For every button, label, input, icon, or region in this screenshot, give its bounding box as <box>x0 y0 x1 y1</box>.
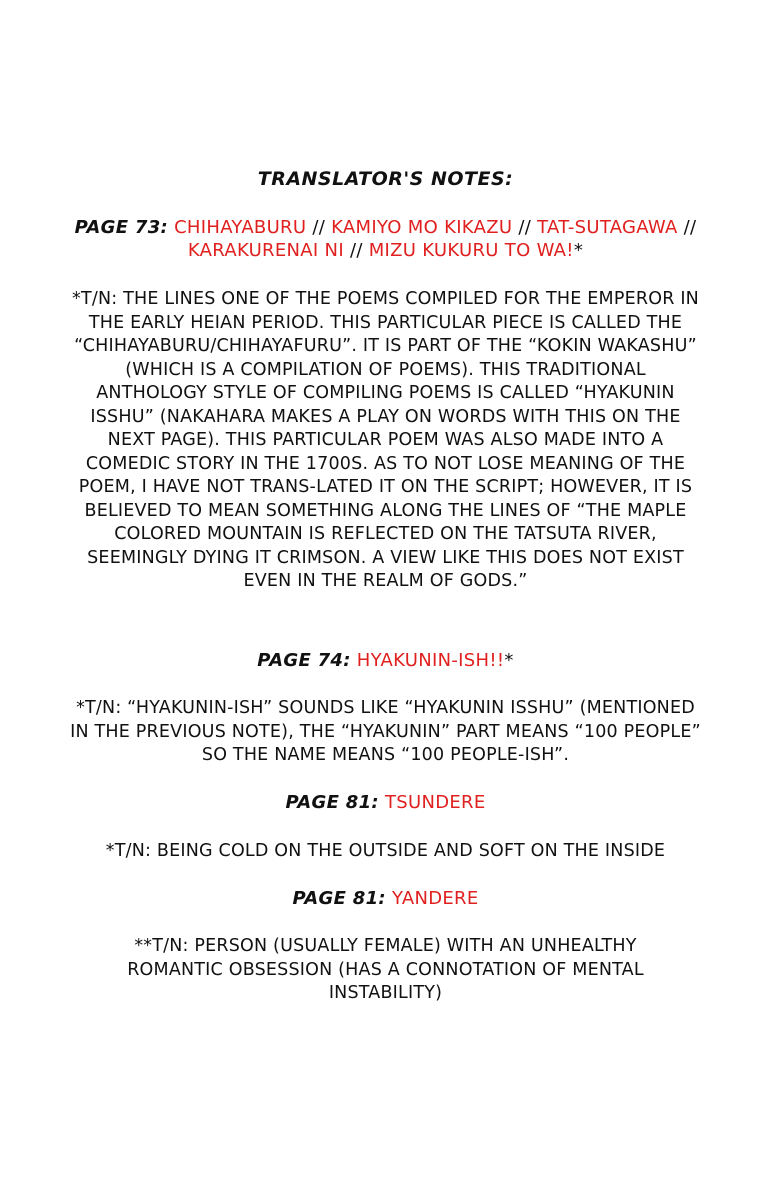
poem-term: KAMIYO MO KIKAZU <box>331 217 513 238</box>
page-label: PAGE 81: <box>292 888 386 909</box>
footnote-marker: * <box>573 240 584 261</box>
page-label: PAGE 74: <box>257 650 351 671</box>
poem-term: TAT-SUTAGAWA <box>537 217 678 238</box>
notes-title: TRANSLATOR'S NOTES: <box>257 168 514 190</box>
page-label: PAGE 73: <box>74 217 169 238</box>
term: TSUNDERE <box>384 792 486 813</box>
page-label: PAGE 81: <box>285 792 379 813</box>
separator: // <box>343 240 369 261</box>
separator: // <box>512 217 538 238</box>
poem-term: KARAKURENAI NI <box>187 240 344 261</box>
separator: // <box>677 217 697 238</box>
poem-term: CHIHAYABURU <box>174 217 307 238</box>
note-heading-page-74 <box>60 649 711 672</box>
note-heading-page-73 <box>60 216 711 262</box>
term: YANDERE <box>391 888 479 909</box>
note-text-page-73: *T/N: THE LINES ONE OF THE POEMS COMPILED FOR THE EMPEROR IN THE EARLY HEIAN PERIOD. THIS PARTICULAR PIECE IS CALLED THE “CHIHAYABURU/CHIHAYAFURU”. IT IS PART OF THE “KOKIN WAKASHU” (WHICH IS A COMPILATION OF POEMS). THIS TRADITIONAL ANTHOLOGY STYLE OF COMPILING POEMS IS CALLED “HYAKUNIN ISSHU” (NAKAHARA MAKES A PLAY ON WORDS WITH THIS ON THE NEXT PAGE). THIS PARTICULAR POEM WAS ALSO MADE INTO A COMEDIC STORY IN THE 1700S. AS TO NOT LOSE MEANING OF THE POEM, I HAVE NOT TRANS-LATED IT ON THE SCRIPT; HOWEVER, IT IS BELIEVED TO MEAN SOMETHING ALONG THE LINES OF “THE MAPLE COLORED MOUNTAIN IS REFLECTED ON THE TATSUTA RIVER, SEEMINGLY DYING IT CRIMSON. A VIEW LIKE THIS DOES NOT EXIST EVEN IN THE REALM OF GODS.” <box>72 289 699 591</box>
note-heading-page-81-tsundere <box>60 791 711 814</box>
note-text-page-81-tsundere: *T/N: BEING COLD ON THE OUTSIDE AND SOFT ON THE INSIDE <box>105 841 666 861</box>
poem-term: MIZU KUKURU TO WA! <box>368 240 574 261</box>
note-text-page-74: *T/N: “HYAKUNIN-ISH” SOUNDS LIKE “HYAKUNIN ISSHU” (MENTIONED IN THE PREVIOUS NOTE), THE “HYAKUNIN” PART MEANS “100 PEOPLE” SO THE NAME MEANS “100 PEOPLE-ISH”. <box>70 698 701 765</box>
note-text-page-81-yandere: **T/N: PERSON (USUALLY FEMALE) WITH AN UNHEALTHY ROMANTIC OBSESSION (HAS A CONNOTATION OF MENTAL INSTABILITY) <box>127 936 644 1003</box>
separator: // <box>306 217 332 238</box>
note-heading-page-81-yandere <box>60 887 711 910</box>
term: HYAKUNIN-ISH!! <box>356 650 505 671</box>
footnote-marker: * <box>504 650 514 671</box>
